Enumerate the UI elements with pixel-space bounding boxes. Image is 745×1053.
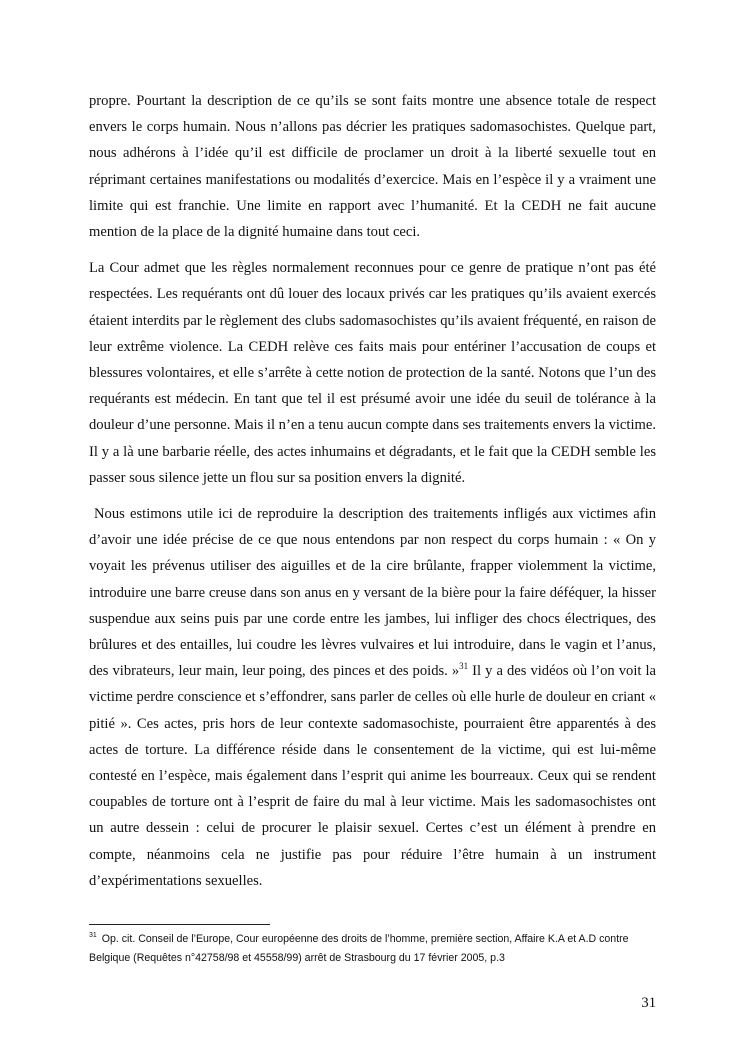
paragraph-3-text-a: Nous estimons utile ici de reproduire la description des traitements infligés aux victimes afin d’avoir une idée précise de ce que nous entendons par non respect du corps humain : « On y voyait les prévenus utiliser des aiguilles et de la cire brûlante, frapper violemment la victime, introduire une barre creuse dans son anus en y versant de la bière pour la faire déféquer, la hisser suspendue aux seins puis par une corde entre les jambes, lui infliger des chocs électriques, des brûlures et des entailles, lui coudre les lèvres vulvaires et lui introduire, dans le vagin et l’anus, des vibrateurs, leur main, leur poing, des pinces et des poids. » <box>89 506 656 680</box>
paragraph-1: propre. Pourtant la description de ce qu’ils se sont faits montre une absence totale de respect envers le corps humain. Nous n’allons pas décrier les pratiques sadomasochistes. Quelque part, nous adhérons à l’idée qu’il est difficile de proclamer un droit à la liberté sexuelle tout en réprimant certaines manifestations ou modalités d’exercice. Mais en l’espèce il y a vraiment une limite qui est franchie. Une limite en rapport avec l’humanité. Et la CEDH ne fait aucune mention de la place de la dignité humaine dans tout ceci. <box>89 93 656 241</box>
page-number: 31 <box>641 995 656 1011</box>
footnote-number: 31 <box>89 932 97 940</box>
page-body <box>89 88 656 894</box>
footnote <box>89 930 656 967</box>
footnote-reference[interactable]: 31 <box>459 661 469 672</box>
paragraph-3 <box>89 501 656 894</box>
footnote-text: Op. cit. Conseil de l’Europe, Cour européenne des droits de l’homme, première section, Affaire K.A et A.D contre Belgique (Requêtes n°42758/98 et 45558/99) arrêt de Strasbourg du 17 février 2005, p.3 <box>89 933 629 964</box>
paragraph-2: La Cour admet que les règles normalement reconnues pour ce genre de pratique n’ont pas été respectées. Les requérants ont dû louer des locaux privés car les pratiques qu’ils avaient exercés étaient interdits par le règlement des clubs sadomasochistes qu’ils avaient fréquenté, en raison de leur extrême violence. La CEDH relève ces faits mais pour entériner l’accusation de coups et blessures volontaires, et elle s’arrête à cette notion de protection de la santé. Notons que l’un des requérants est médecin. En tant que tel il est présumé avoir une idée du seuil de tolérance à la douleur d’une personne. Mais il n’en a tenu aucun compte dans ses traitements envers la victime. Il y a là une barbarie réelle, des actes inhumains et dégradants, et le fait que la CEDH semble les passer sous silence jette un flou sur sa position envers la dignité. <box>89 260 656 486</box>
footnote-separator <box>89 924 270 925</box>
paragraph-3-text-b: Il y a des vidéos où l’on voit la victime perdre conscience et s’effondrer, sans parler de celles où elle hurle de douleur en criant « pitié ». Ces actes, pris hors de leur contexte sadomasochiste, pourraient être apparentés à des actes de torture. La différence réside dans le consentement de la victime, qui est lui-même contesté en l’espèce, mais également dans l’esprit qui anime les bourreaux. Ceux qui se rendent coupables de torture ont à l’esprit de faire du mal à leur victime. Mais les sadomasochistes ont un autre dessein : celui de procurer le plaisir sexuel. Certes c’est un élément à prendre en compte, néanmoins cela ne justifie pas pour réduire l’être humain à un instrument d’expérimentations sexuelles. <box>89 663 656 889</box>
